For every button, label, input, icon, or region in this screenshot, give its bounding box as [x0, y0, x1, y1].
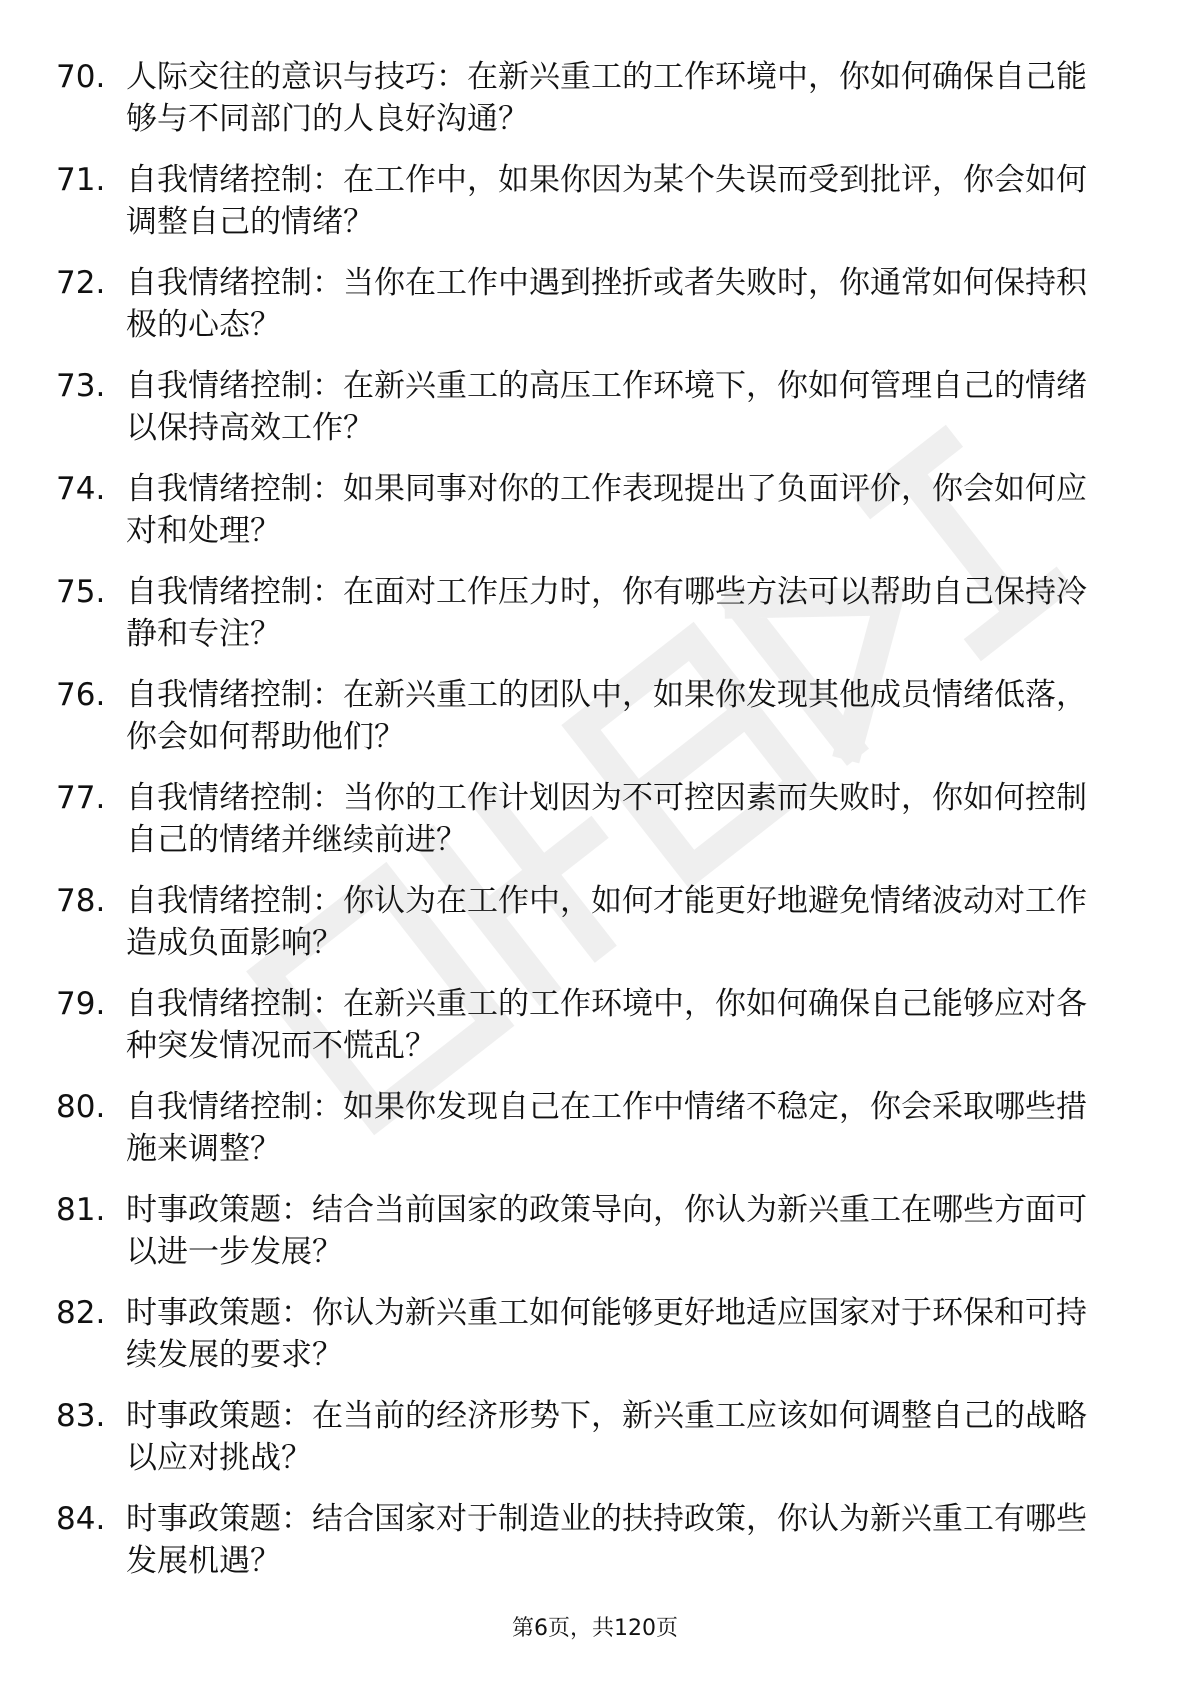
question-number: 71. — [56, 162, 106, 198]
question-number: 78. — [56, 883, 106, 919]
question-text: 自我情绪控制：你认为在工作中，如何才能更好地避免情绪波动对工作造成负面影响？ — [126, 883, 1087, 961]
question-text: 自我情绪控制：在工作中，如果你因为某个失误而受到批评，你会如何调整自己的情绪？ — [126, 162, 1087, 240]
question-text: 时事政策题：在当前的经济形势下，新兴重工应该如何调整自己的战略以应对挑战？ — [126, 1398, 1087, 1476]
question-number: 75. — [56, 574, 106, 610]
question-text: 时事政策题：结合国家对于制造业的扶持政策，你认为新兴重工有哪些发展机遇？ — [126, 1501, 1087, 1579]
question-text: 自我情绪控制：在面对工作压力时，你有哪些方法可以帮助自己保持冷静和专注？ — [126, 574, 1087, 652]
list-item — [56, 365, 1116, 449]
question-text: 自我情绪控制：当你的工作计划因为不可控因素而失败时，你如何控制自己的情绪并继续前进？ — [126, 780, 1087, 858]
question-text: 时事政策题：结合当前国家的政策导向，你认为新兴重工在哪些方面可以进一步发展？ — [126, 1192, 1087, 1270]
question-number: 72. — [56, 265, 106, 301]
list-item — [56, 262, 1116, 346]
question-number: 81. — [56, 1192, 106, 1228]
question-number: 82. — [56, 1295, 106, 1331]
question-text: 人际交往的意识与技巧：在新兴重工的工作环境中，你如何确保自己能够与不同部门的人良好沟通？ — [126, 59, 1087, 137]
question-text: 自我情绪控制：在新兴重工的工作环境中，你如何确保自己能够应对各种突发情况而不慌乱？ — [126, 986, 1087, 1064]
question-text: 自我情绪控制：在新兴重工的团队中，如果你发现其他成员情绪低落，你会如何帮助他们？ — [126, 677, 1087, 755]
question-number: 74. — [56, 471, 106, 507]
list-item — [56, 880, 1116, 964]
list-item — [56, 777, 1116, 861]
list-item — [56, 571, 1116, 655]
question-text: 自我情绪控制：如果你发现自己在工作中情绪不稳定，你会采取哪些措施来调整？ — [126, 1089, 1087, 1167]
question-text: 自我情绪控制：在新兴重工的高压工作环境下，你如何管理自己的情绪以保持高效工作？ — [126, 368, 1087, 446]
list-item — [56, 1498, 1116, 1582]
list-item — [56, 56, 1116, 140]
question-text: 时事政策题：你认为新兴重工如何能够更好地适应国家对于环保和可持续发展的要求？ — [126, 1295, 1087, 1373]
question-text: 自我情绪控制：当你在工作中遇到挫折或者失败时，你通常如何保持积极的心态？ — [126, 265, 1087, 343]
list-item — [56, 1395, 1116, 1479]
question-list — [56, 56, 1116, 1601]
question-text: 自我情绪控制：如果同事对你的工作表现提出了负面评价，你会如何应对和处理？ — [126, 471, 1087, 549]
list-item — [56, 1086, 1116, 1170]
question-number: 76. — [56, 677, 106, 713]
list-item — [56, 674, 1116, 758]
list-item — [56, 159, 1116, 243]
question-number: 79. — [56, 986, 106, 1022]
page-number-footer: 第6页，共120页 — [512, 1616, 678, 1641]
question-number: 80. — [56, 1089, 106, 1125]
question-number: 77. — [56, 780, 106, 816]
list-item — [56, 1189, 1116, 1273]
list-item — [56, 468, 1116, 552]
question-number: 70. — [56, 59, 106, 95]
list-item — [56, 1292, 1116, 1376]
question-number: 73. — [56, 368, 106, 404]
list-item — [56, 983, 1116, 1067]
question-number: 83. — [56, 1398, 106, 1434]
question-number: 84. — [56, 1501, 106, 1537]
